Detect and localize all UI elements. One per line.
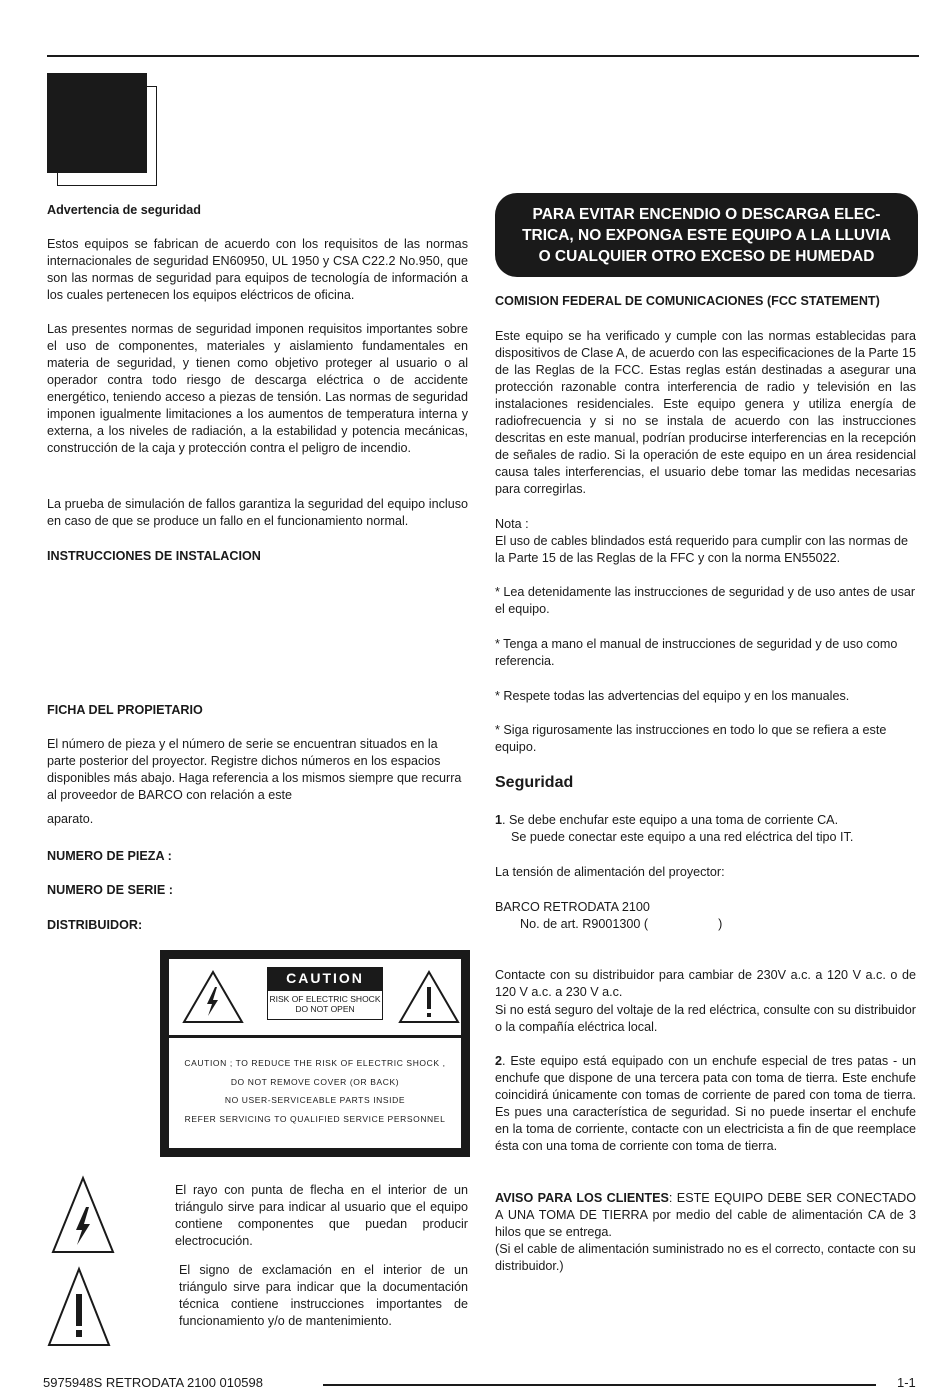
- part-number-label: NUMERO DE PIEZA :: [47, 849, 172, 863]
- nota-label: Nota :: [495, 517, 529, 531]
- fcc-heading: COMISION FEDERAL DE COMUNICACIONES (FCC STATEMENT): [495, 294, 880, 308]
- install-heading: INSTRUCCIONES DE INSTALACION: [47, 549, 261, 563]
- caution-line-1: CAUTION ; TO REDUCE THE RISK OF ELECTRIC SHOCK ,: [184, 1058, 446, 1068]
- security-item-1-line-2: Se puede conectar este equipo a una red eléctrica del tipo IT.: [511, 830, 854, 844]
- caution-line-2: DO NOT REMOVE COVER (OR BACK): [230, 1077, 400, 1087]
- exclamation-warning-icon: [397, 969, 461, 1025]
- owner-heading: FICHA DEL PROPIETARIO: [47, 703, 203, 717]
- bullet-2: * Tenga a mano el manual de instrucciones de seguridad y de uso como referencia.: [495, 637, 898, 668]
- banner-line-2: TRICA, NO EXPONGA ESTE EQUIPO A LA LLUVIA: [522, 226, 891, 244]
- document-reference: 5975948S RETRODATA 2100 010598: [43, 1375, 263, 1390]
- caution-line-3: NO USER-SERVICEABLE PARTS INSIDE: [224, 1095, 406, 1105]
- lightning-explanation: El rayo con punta de flecha en el interior de un triángulo sirve para indicar al usuario que el equipo contiene componentes que puedan producir electrocución.: [175, 1183, 468, 1248]
- item-1-number: 1: [495, 813, 503, 827]
- model-name: BARCO RETRODATA 2100: [495, 900, 650, 914]
- item-2-number: 2: [495, 1054, 503, 1068]
- safety-paragraph-1: Estos equipos se fabrican de acuerdo con los requisitos de las normas internacionales de seguridad EN60950, UL 1950 y CSA C22.2 No.950, que son las normas de seguridad para equipos de tecnología de información a los cuales pertenecen los equipos eléctricos de oficina.: [47, 237, 468, 302]
- safety-heading: Advertencia de seguridad: [47, 203, 201, 217]
- caution-subtitle: [267, 990, 383, 1020]
- fcc-paragraph: Este equipo se ha verificado y cumple con las normas establecidas para dispositivos de Clase A, de acuerdo con las especificaciones de la Parte 15 de las Reglas de la FCC. Estas reglas están destinadas a asegurar una protección razonable contra interferencia de radio y televisión en las instalaciones residenciales. Este equipo genera y utiliza energía de radiofrecuencia y si no se instala de acuerdo con las instrucciones descritas en este manual, podrían producirse interferencias en la recepción de señales de radio. Si la operación de este equipo en un área residencial causa tales interferencias, el usuario debe tomar las medidas necesarias para corregirlas.: [495, 329, 916, 496]
- safety-paragraph-3: La prueba de simulación de fallos garantiza la seguridad del equipo incluso en caso de que se produce un fallo en el funcionamiento normal.: [47, 497, 468, 528]
- security-item-2: [495, 1053, 916, 1155]
- banner-line-3: O CUALQUIER OTRO EXCESO DE HUMEDAD: [538, 247, 875, 265]
- exclamation-triangle-icon: [46, 1266, 112, 1348]
- safety-paragraph-2: Las presentes normas de seguridad imponen requisitos importantes sobre el uso de componentes, materiales y aislamiento fundamentales en materia de seguridad, y tienen como objetivo proteger al usuario o al operador contra todo riesgo de descarga eléctrica o de accidente energético, teniendo acceso a piezas de tensión. Las normas de seguridad imponen igualmente limitaciones a los aumentos de temperatura interna y externa, a los niveles de radiación, a la estabilidad y potencia mecánicas, construcción de la caja y protección contra el peligro de incendio.: [47, 322, 468, 455]
- section-badge: [47, 73, 147, 173]
- security-title: Seguridad: [495, 774, 574, 791]
- footer-rule: [323, 1384, 876, 1386]
- nota-text: El uso de cables blindados está requerido para cumplir con las normas de la Parte 15 de las Reglas de la FFC y con la norma EN55022.: [495, 534, 909, 565]
- caution-sub-line-2: DO NOT OPEN: [295, 1004, 355, 1014]
- lightning-triangle-icon: [50, 1175, 116, 1255]
- caution-sub-line-1: RISK OF ELECTRIC SHOCK: [269, 994, 381, 1004]
- lightning-warning-icon: [181, 969, 245, 1025]
- customer-notice-text: : ESTE EQUIPO DEBE SER CONECTADO A UNA TOMA DE TIERRA por medio del cable de alimentación CA de 3 hilos que se entrega.: [495, 1191, 916, 1239]
- security-item-1: [495, 812, 916, 829]
- contact-paragraph-2: Si no está seguro del voltaje de la red eléctrica, consulte con su distribuidor o la compañía eléctrica local.: [495, 1003, 916, 1034]
- contact-paragraph: Contacte con su distribuidor para cambiar de 230V a.c. a 120 V a.c. o de 120 V a.c. a 230 V a.c.: [495, 968, 916, 999]
- voltage-label: La tensión de alimentación del proyector:: [495, 865, 725, 879]
- warning-banner: [495, 193, 918, 277]
- customer-notice-label: AVISO PARA LOS CLIENTES: [495, 1191, 669, 1205]
- caution-divider: [169, 1035, 461, 1038]
- customer-notice-2: (Si el cable de alimentación suministrado no es el correcto, contacte con su distribuidor.): [495, 1242, 916, 1273]
- item-1-text: . Se debe enchufar este equipo a una toma de corriente CA.: [502, 813, 839, 827]
- bullet-4: * Siga rigurosamente las instrucciones en todo lo que se refiera a este equipo.: [495, 723, 887, 754]
- caution-title: CAUTION: [267, 967, 383, 990]
- caution-label: [160, 950, 470, 1157]
- page-number: 1-1: [897, 1375, 916, 1390]
- top-rule: [47, 55, 919, 57]
- model-article-number: No. de art. R9001300 ( ): [520, 917, 723, 931]
- serial-number-label: NUMERO DE SERIE :: [47, 883, 173, 897]
- caution-line-4: REFER SERVICING TO QUALIFIED SERVICE PERSONNEL: [184, 1114, 446, 1124]
- distributor-label: DISTRIBUIDOR:: [47, 918, 143, 932]
- bullet-1: * Lea detenidamente las instrucciones de seguridad y de uso antes de usar el equipo.: [495, 585, 916, 616]
- banner-line-1: PARA EVITAR ENCENDIO O DESCARGA ELEC-: [532, 205, 881, 223]
- customer-notice: [495, 1190, 916, 1241]
- owner-paragraph-end: aparato.: [47, 812, 94, 826]
- bullet-3: * Respete todas las advertencias del equipo y en los manuales.: [495, 689, 850, 703]
- exclamation-explanation: El signo de exclamación en el interior de un triángulo sirve para indicar que la documentación técnica contiene instrucciones importantes de funcionamiento y/o de mantenimiento.: [179, 1263, 468, 1328]
- owner-paragraph: El número de pieza y el número de serie se encuentran situados en la parte posterior del proyector. Registre dichos números en los espacios disponibles más abajo. Haga referencia a los mismos siempre que recurra al proveedor de BARCO con relación a este: [47, 737, 462, 802]
- item-2-text: . Este equipo está equipado con un enchufe especial de tres patas - un enchufe que dispone de una tercera pata con toma de tierra. Este enchufe coincidirá únicamente con tomas de corriente de pared con toma de tierra. Es pues una característica de seguridad. Si no puede insertar el enchufe en la toma de corriente, contacte con un electricista a fin de que reemplace ésta con una toma de corriente con toma de tierra.: [495, 1054, 916, 1153]
